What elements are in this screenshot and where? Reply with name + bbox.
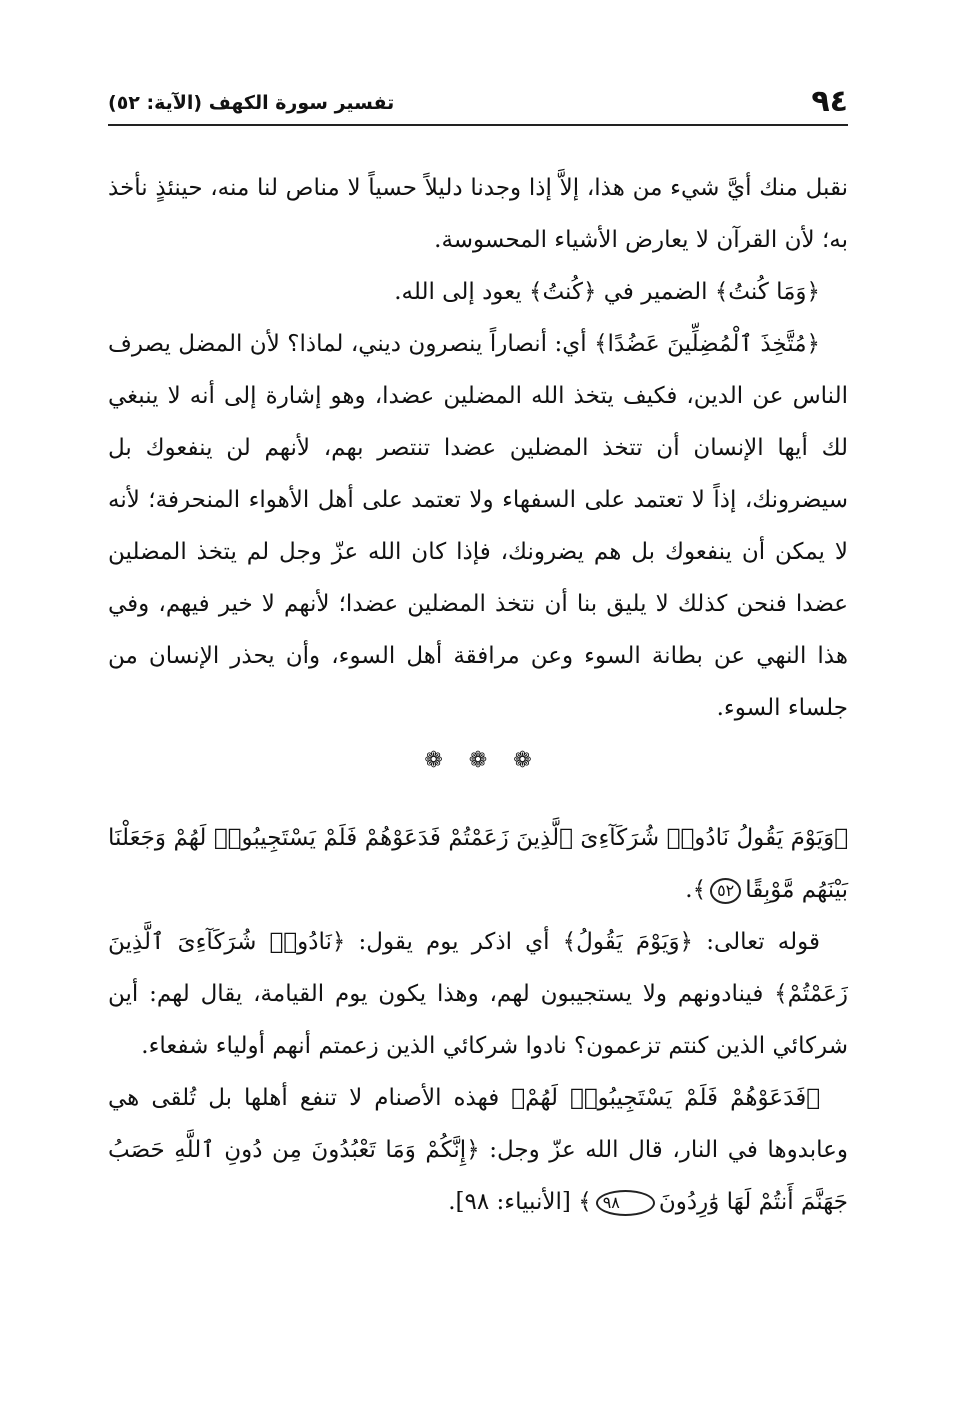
quran-quote: ﴿وَمَا كُنتُ﴾: [714, 279, 820, 305]
flower-ornament-icon: ❁: [513, 747, 532, 773]
quran-quote: ﴿نَادُوا۟ شُرَكَآءِىَ ٱلَّذِينَ زَعَمْتُمْ﴾: [108, 929, 848, 1007]
paragraph-text: الضمير في: [596, 279, 715, 305]
page-header: [108, 78, 848, 126]
quran-quote: ﴿فَدَعَوْهُمْ فَلَمْ يَسْتَجِيبُوا۟ لَهُمْ﴾: [511, 1085, 820, 1111]
surah-reference: [الأنبياء: ٩٨].: [448, 1189, 579, 1215]
paragraph-text: فينادونهم ولا يستجيبون لهم، وهذا يكون يوم القيامة، يقال لهم: أين شركائي الذين كنتم تزعمون؟ نادوا شركائي الذين زعمتم أنهم أولياء شفعاء.: [108, 981, 848, 1059]
quote-closing: ﴾: [578, 1189, 592, 1215]
section-separator: [108, 734, 848, 786]
flower-ornament-icon: ❁: [468, 747, 488, 773]
ayah-number-mark: ٥٢: [710, 878, 741, 904]
paragraph: [108, 916, 848, 1072]
quran-quote: ﴿إِنَّكُمْ وَمَا تَعْبُدُونَ مِن دُونِ ٱللَّهِ حَصَبُ جَهَنَّمَ أَنتُمْ لَهَا وَٰرِدُونَ: [108, 1137, 848, 1215]
paragraph: [108, 162, 848, 266]
paragraph-text: أي اذكر يوم يقول:: [345, 929, 563, 955]
verse-text: ﴿وَيَوْمَ يَقُولُ نَادُوا۟ شُرَكَآءِىَ ٱلَّذِينَ زَعَمْتُمْ فَدَعَوْهُمْ فَلَمْ يَسْتَجِيبُوا۟ لَهُمْ وَجَعَلْنَا بَيْنَهُم مَّوْبِقًا: [108, 825, 848, 903]
running-title: تفسير سورة الكهف (الآية: ٥٢): [108, 92, 395, 114]
paragraph: [108, 266, 848, 318]
paragraph-text: يعود إلى الله.: [394, 279, 529, 305]
paragraph: [108, 318, 848, 734]
page-body: [108, 162, 848, 1228]
paragraph-text: فهذه الأصنام لا تنفع أهلها بل تُلقى هي وعابدوها في النار، قال الله عزّ وجل:: [108, 1085, 848, 1163]
paragraph-text: قوله تعالى:: [693, 929, 820, 955]
paragraph: [108, 1072, 848, 1228]
quran-verse: [108, 812, 848, 916]
paragraph-text: أي: أنصاراً ينصرون ديني، لماذا؟ لأن المضل يصرف الناس عن الدين، فكيف يتخذ الله المضلين عضدا، وهو إشارة إلى أنه لا ينبغي لك أيها الإنسان أن تتخذ المضلين عضدا تنتصر بهم، لأنهم لن ينفعوك بل سيضرونك، إذاً لا تعتمد على السفهاء ولا تعتمد على أهل الأهواء المنحرفة؛ لأنه لا يمكن أن ينفعوك بل هم يضرونك، فإذا كان الله عزّ وجل لم يتخذ المضلين عضدا فنحن كذلك لا يليق بنا أن نتخذ المضلين عضدا؛ لأنهم لا خير فيهم، وفي هذا النهي عن بطانة السوء وعن مرافقة أهل السوء، وأن يحذر الإنسان من جلساء السوء.: [108, 331, 848, 721]
verse-closing: ﴾.: [685, 877, 707, 903]
quran-quote: ﴿كُنتُ﴾: [529, 279, 597, 305]
ayah-number-mark: ٩٨: [596, 1190, 655, 1216]
page-number: ٩٤: [811, 84, 848, 119]
flower-ornament-icon: ❁: [424, 747, 443, 773]
quran-quote: ﴿مُتَّخِذَ ٱلْمُضِلِّينَ عَضُدًا﴾: [594, 331, 820, 357]
paragraph-text: نقبل منك أيَّ شيء من هذا، إلاَّ إذا وجدنا دليلاً حسياً لا مناص لنا منه، حينئذٍ نأخذ به؛ لأن القرآن لا يعارض الأشياء المحسوسة.: [108, 175, 848, 253]
quran-quote: ﴿وَيَوْمَ يَقُولُ﴾: [562, 929, 694, 955]
